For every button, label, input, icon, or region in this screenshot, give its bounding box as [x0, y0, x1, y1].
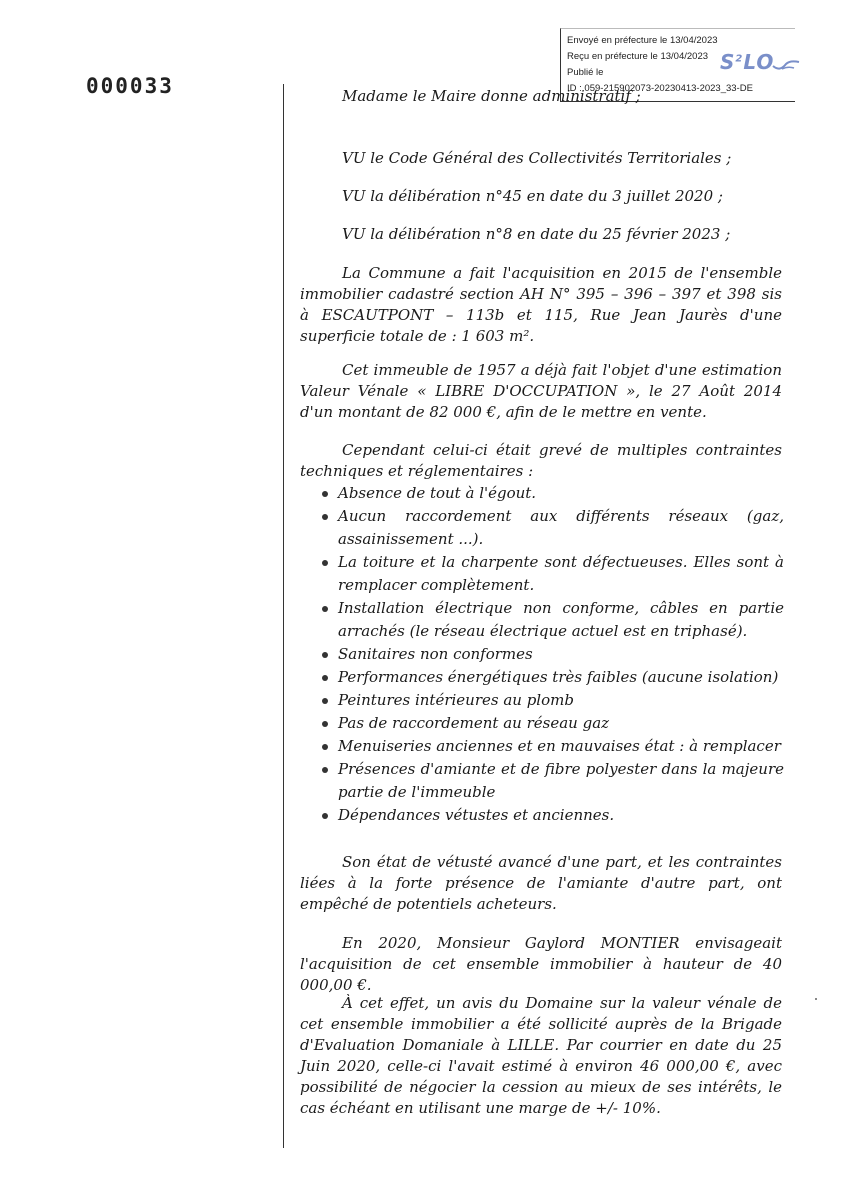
list-item: Menuiseries anciennes et en mauvaises état : à remplacer: [318, 735, 784, 758]
list-item: Dépendances vétustes et anciennes.: [318, 804, 784, 827]
bullet-icon: [322, 698, 328, 704]
margin-rule: [283, 84, 284, 1148]
bullet-icon: [322, 606, 328, 612]
paragraph-domain-opinion: À cet effet, un avis du Domaine sur la valeur vénale de cet ensemble immobilier a été sollicité auprès de la Brigade d'Evaluation Domaniale à LILLE. Par courrier en date du 25 Juin 2020, celle-ci l'avait estimé à environ 46 000,00 €, avec possibilité de négocier la cession au mieux de ses intérêts, le cas échéant en utilisant une marge de +/- 10%.: [300, 994, 782, 1117]
bullet-icon: [322, 514, 328, 520]
stamp-sent-line: Envoyé en préfecture le 13/04/2023: [567, 35, 718, 46]
bullet-icon: [322, 721, 328, 727]
bullet-icon: [322, 767, 328, 773]
paragraph-constraints: Cependant celui-ci était grevé de multiples contraintes techniques et réglementaires :: [300, 441, 782, 480]
scan-speck: [815, 998, 817, 1000]
list-item: Absence de tout à l'égout.: [318, 482, 784, 505]
bullet-icon: [322, 560, 328, 566]
bullet-icon: [322, 813, 328, 819]
stamp-id-line: ID : 059-215902073-20230413-2023_33-DE: [567, 83, 753, 94]
list-item: Performances énergétiques très faibles (aucune isolation): [318, 666, 784, 689]
list-item: La toiture et la charpente sont défectueuses. Elles sont à remplacer complètement.: [318, 551, 784, 597]
constraints-list: [318, 482, 784, 827]
bullet-icon: [322, 675, 328, 681]
list-item: Présences d'amiante et de fibre polyester dans la majeure partie de l'immeuble: [318, 758, 784, 804]
list-item: Peintures intérieures au plomb: [318, 689, 784, 712]
bullet-icon: [322, 744, 328, 750]
intro-paragraph: Madame le Maire donne administratif ;: [342, 87, 641, 105]
vu-line-2: VU la délibération n°45 en date du 3 juillet 2020 ;: [342, 187, 723, 205]
list-item: Aucun raccordement aux différents réseaux (gaz, assainissement ...).: [318, 505, 784, 551]
swoosh-icon: [772, 58, 800, 74]
stamp-received-line: Reçu en préfecture le 13/04/2023: [567, 51, 709, 62]
page-number: 000033: [86, 74, 174, 98]
paragraph-acquisition: La Commune a fait l'acquisition en 2015 de l'ensemble immobilier cadastré section AH N° 395 – 396 – 397 et 398 sis à ESCAUTPONT – 113b et 115, Rue Jean Jaurès d'une superficie totale de : 1 603 m².: [300, 264, 782, 345]
list-item: Installation électrique non conforme, câbles en partie arrachés (le réseau électrique actuel est en triphasé).: [318, 597, 784, 643]
stamp-published-line: Publié le: [567, 67, 604, 78]
paragraph-state: Son état de vétusté avancé d'une part, et les contraintes liées à la forte présence de l'amiante d'autre part, ont empêché de potentiels acheteurs.: [300, 853, 782, 913]
bullet-icon: [322, 491, 328, 497]
vu-line-1: VU le Code Général des Collectivités Territoriales ;: [342, 149, 732, 167]
list-item: Pas de raccordement au réseau gaz: [318, 712, 784, 735]
paragraph-estimation: Cet immeuble de 1957 a déjà fait l'objet d'une estimation Valeur Vénale « LIBRE D'OCCUPATION », le 27 Août 2014 d'un montant de 82 000 €, afin de le mettre en vente.: [300, 361, 782, 421]
paragraph-offer: En 2020, Monsieur Gaylord MONTIER envisageait l'acquisition de cet ensemble immobilier à hauteur de 40 000,00 €.: [300, 934, 782, 994]
list-item: Sanitaires non conformes: [318, 643, 784, 666]
s2lo-logo: $S^2LO$: [720, 50, 775, 74]
bullet-icon: [322, 652, 328, 658]
vu-line-3: VU la délibération n°8 en date du 25 février 2023 ;: [342, 225, 731, 243]
